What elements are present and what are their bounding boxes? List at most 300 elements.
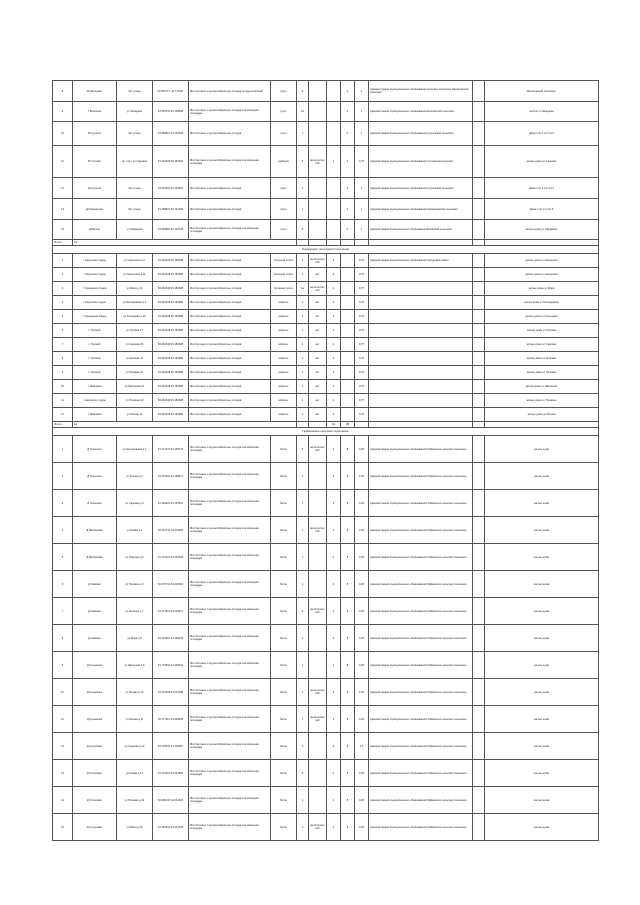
cell-place: В Столово <box>73 146 117 178</box>
cell-vol: 8 <box>341 652 355 679</box>
cell-extra: Малиновский сельсовет <box>485 81 599 102</box>
cell-m: 2 <box>297 408 309 422</box>
cell-cnt: 1 <box>327 787 341 814</box>
table-row <box>53 394 599 408</box>
cell-cnt: 3 <box>327 625 341 652</box>
table-row <box>53 598 599 625</box>
cell-m: 3 <box>297 733 309 760</box>
cell-coords: 54.462198 45.184488 <box>153 268 189 282</box>
cell-cov <box>309 220 327 240</box>
cell-src <box>473 679 485 706</box>
cell-freq: 0,75 <box>355 310 369 324</box>
cell-extra: жилые дома ул Луговая <box>485 324 599 338</box>
cell-n: 6 <box>53 324 73 338</box>
cell-coords: 54.462198 45.184488 <box>153 282 189 296</box>
cell-cnt <box>327 81 341 102</box>
cell-street: ул Зелёная д 7 <box>117 598 153 625</box>
table-row <box>53 324 599 338</box>
cell-cov <box>309 81 327 102</box>
cell-type: асфальт <box>271 366 297 380</box>
cell-m: 4 <box>297 338 309 352</box>
table-row <box>53 310 599 324</box>
table-row <box>53 199 599 220</box>
cell-coords: 54.172711 44.203364 <box>153 571 189 598</box>
cell-desc: Мох бытовых и крупногабаритных отходов контейнерная площадка <box>189 102 271 122</box>
cell-vol: 8 <box>341 490 355 517</box>
cell-cov <box>309 122 327 146</box>
cell-m: 1 <box>297 324 309 338</box>
cell-street: без улицы <box>117 178 153 199</box>
cell-owner: Администрация муниципального образования Пойминское сельское поселение <box>369 517 473 544</box>
cell-owner: Администрация муниципального образования Пойминское сельское поселение <box>369 733 473 760</box>
cell-src <box>473 571 485 598</box>
cell-place: Д Малиновка <box>73 517 117 544</box>
cell-extra: жилые дома <box>485 436 599 463</box>
cell-cnt <box>327 220 341 240</box>
cell-vol: 4 <box>341 122 355 146</box>
cell-freq: 0,75 <box>355 366 369 380</box>
table-row <box>53 517 599 544</box>
cell-n: 11 <box>53 394 73 408</box>
cell-cov: нет <box>309 296 327 310</box>
cell-src <box>473 394 485 408</box>
cell-desc: Мох бытовых и крупногабаритных отходов контейнерная площадка <box>189 571 271 598</box>
cell-place: п Луговой <box>73 366 117 380</box>
cell-desc: Мох бытовых и крупногабаритных отходов <box>189 310 271 324</box>
cell-coords: 54.177116 44.208334 <box>153 706 189 733</box>
cell-coords: 54.181334 44.212708 <box>153 814 189 841</box>
cell-cnt: 2 <box>327 760 341 787</box>
cell-coords: 54.270491 45.139491 <box>153 178 189 199</box>
cell-type: бетон <box>271 517 297 544</box>
cell-desc: Мох бытовых и крупногабаритных отходов контейнерная площадка <box>189 146 271 178</box>
cell-coords: 54.179163 44.210559 <box>153 760 189 787</box>
cell-src <box>473 268 485 282</box>
cell-owner: Администрация муниципального образования Сельское поселение Малиновский сельсовет <box>369 81 473 102</box>
cell-m: 10 <box>297 102 309 122</box>
cell-type: грунт <box>271 220 297 240</box>
cell-src <box>473 282 485 296</box>
cell-place: Д Талызино <box>73 463 117 490</box>
cell-extra: жилые дома <box>485 517 599 544</box>
cell-street: ул Лесная д 2 <box>117 463 153 490</box>
cell-desc: Мох бытовых и крупногабаритных отходов контейнерная площадка <box>189 625 271 652</box>
cell-coords: 54.462198 45.184488 <box>153 296 189 310</box>
cell-n: 6 <box>53 571 73 598</box>
cell-type: асфальт <box>271 338 297 352</box>
cell-vol: 8 <box>341 571 355 598</box>
cell-vol: 4 <box>341 199 355 220</box>
cell-coords: 54.462198 45.184488 <box>153 408 189 422</box>
cell-coords: 54.462198 45.184488 <box>153 324 189 338</box>
cell-street: ул Лесная д 11 <box>117 706 153 733</box>
cell-vol <box>341 408 355 422</box>
cell-cov: нет <box>309 268 327 282</box>
cell-street: ул Новая д 4 <box>117 517 153 544</box>
cell-freq: 0,25 <box>355 625 369 652</box>
cell-place: г Нерльские пруды <box>73 394 117 408</box>
cell-place: Д Кузьминка <box>73 706 117 733</box>
cell-coords: 54.171474 44.198773 <box>153 436 189 463</box>
cell-src <box>473 463 485 490</box>
cell-vol <box>341 338 355 352</box>
cell-street: ул Новая д 13 <box>117 760 153 787</box>
cell-extra: жилые дома <box>485 679 599 706</box>
table-row <box>53 463 599 490</box>
cell-type: бетон <box>271 760 297 787</box>
cell-cov <box>309 463 327 490</box>
cell-n: 3 <box>53 282 73 296</box>
cell-type: асфальт <box>271 408 297 422</box>
cell-coords: 54.462198 45.184488 <box>153 394 189 408</box>
cell-extra: жилые дома ул Овражная <box>485 220 599 240</box>
cell-m: 1 <box>297 122 309 146</box>
cell-type: щебенка <box>271 146 297 178</box>
cell-desc: Мох бытовых и крупногабаритных отходов <box>189 394 271 408</box>
cell-place: с Ивановка <box>73 380 117 394</box>
cell-extra: жилые дома ул Речная <box>485 408 599 422</box>
table-row <box>53 268 599 282</box>
cell-vol: 8 <box>341 679 355 706</box>
cell-street: ул Пушкина 13 <box>117 394 153 408</box>
cell-vol: 4 <box>341 178 355 199</box>
cell-src <box>473 102 485 122</box>
cell-extra: жилые дома <box>485 463 599 490</box>
cell-desc: Мох бытовых и крупногабаритных отходов контейнерная площадка <box>189 814 271 841</box>
cell-cnt: 2 <box>327 463 341 490</box>
cell-owner: Администрация муниципального образования Пойминское сельское поселение <box>369 436 473 463</box>
cell-desc: Мох бытовых и крупногабаритных отходов контейнерная площадка <box>189 652 271 679</box>
cell-desc: Мох бытовых и крупногабаритных отходов <box>189 408 271 422</box>
cell-cnt: 1 <box>327 338 341 352</box>
table-row <box>53 282 599 296</box>
cell-n: 3 <box>53 490 73 517</box>
cell-vol: 8 <box>341 706 355 733</box>
cell-coords: 54.178032 44.209487 <box>153 733 189 760</box>
cell-street: ул Молодёжная д 4 <box>117 296 153 310</box>
table-row <box>53 81 599 102</box>
cell-src <box>473 310 485 324</box>
cell-extra: жилые дома ул Садовая <box>485 338 599 352</box>
cell-cnt <box>327 178 341 199</box>
cell-m: 3 <box>297 310 309 324</box>
table-row <box>53 544 599 571</box>
cell-freq: 1 <box>355 102 369 122</box>
cell-n: 11 <box>53 706 73 733</box>
cell-place: Д Кузугино <box>73 178 117 199</box>
cell-extra: жители ул Западная <box>485 102 599 122</box>
cell-coords: 54.167712 44.201183 <box>153 517 189 544</box>
cell-src <box>473 490 485 517</box>
cell-street: ул Полевая 22 <box>117 366 153 380</box>
cell-street: ул Речная д 10 <box>117 679 153 706</box>
cell-cov: металлический <box>309 706 327 733</box>
cell-coords: 54.462196 45.184638 <box>153 254 189 268</box>
cell-street: без улицы <box>117 122 153 146</box>
cell-cov: металлический <box>309 814 327 841</box>
cell-owner <box>369 324 473 338</box>
cell-n: 11 <box>53 146 73 178</box>
total-label: Итого <box>53 422 73 428</box>
cell-place: Д Кузьминка <box>73 652 117 679</box>
cell-m: 1 <box>297 571 309 598</box>
cell-freq: 0,75 <box>355 296 369 310</box>
cell-owner: Администрация муниципального образования Пойминское сельское поселение <box>369 571 473 598</box>
cell-cnt: 1 <box>327 652 341 679</box>
cell-coords: 54.170123 44.202218 <box>153 544 189 571</box>
cell-place: Г Березово <box>73 102 117 122</box>
table-row <box>53 490 599 517</box>
cell-cov <box>309 652 327 679</box>
cell-src <box>473 652 485 679</box>
cell-street: ул Садовая 26 <box>117 338 153 352</box>
table-row <box>53 254 599 268</box>
cell-vol: 2 <box>341 81 355 102</box>
cell-coords: 54.142039 45.197491 <box>153 146 189 178</box>
table-row <box>53 366 599 380</box>
cell-src <box>473 517 485 544</box>
cell-freq: 1 <box>355 122 369 146</box>
cell-desc: Мох бытовых и крупногабаритных отходов <box>189 199 271 220</box>
cell-street: ул Полевая д 6 <box>117 571 153 598</box>
cell-m: 1 <box>297 652 309 679</box>
cell-place: п Луговой <box>73 324 117 338</box>
cell-type: бетон <box>271 544 297 571</box>
cell-freq: 0,75 <box>355 146 369 178</box>
cell-freq: 0,25 <box>355 760 369 787</box>
cell-cnt: 1 <box>327 380 341 394</box>
cell-owner: Администрация муниципального образования Кузугинский сельсовет <box>369 178 473 199</box>
cell-freq: 0,75 <box>355 380 369 394</box>
cell-extra: жилые дома ул Кольцевая <box>485 310 599 324</box>
cell-owner <box>369 408 473 422</box>
cell-desc: Мох бытовых и крупногабаритных отходов <box>189 366 271 380</box>
cell-vol <box>341 324 355 338</box>
cell-freq: 0,75 <box>355 408 369 422</box>
cell-coords: 54.171919 44.204417 <box>153 598 189 625</box>
table-row <box>53 760 599 787</box>
cell-n: 9 <box>53 652 73 679</box>
table-row <box>53 146 599 178</box>
cell-street: ул Зелёная 11 <box>117 352 153 366</box>
cell-cov <box>309 571 327 598</box>
cell-desc: Мох бытовых и крупногабаритных отходов <box>189 296 271 310</box>
cell-type: бетонная плита <box>271 282 297 296</box>
cell-n: 1 <box>53 254 73 268</box>
cell-m: 1а <box>297 282 309 296</box>
cell-type: бетонная плита <box>271 254 297 268</box>
cell-vol <box>341 366 355 380</box>
table-row <box>53 814 599 841</box>
cell-cnt: 1 <box>327 517 341 544</box>
cell-desc: Мох бытовых и крупногабаритных отходов контейнерная площадка <box>189 679 271 706</box>
cell-n: 2 <box>53 268 73 282</box>
table-row <box>53 679 599 706</box>
cell-vol <box>341 380 355 394</box>
cell-n: 13 <box>53 760 73 787</box>
cell-vol: 4 <box>341 146 355 178</box>
cell-n: 2 <box>53 463 73 490</box>
cell-street: без улицы <box>117 81 153 102</box>
cell-coords: 54.558521 44.132418 <box>153 122 189 146</box>
cell-n: 13 <box>53 199 73 220</box>
cell-cov <box>309 787 327 814</box>
cell-vol <box>341 296 355 310</box>
cell-type: бетон <box>271 652 297 679</box>
cell-cov: нет <box>309 408 327 422</box>
cell-coords: 54.173422 44.199871 <box>153 463 189 490</box>
cell-freq: 0,25 <box>355 490 369 517</box>
cell-street: без улицы <box>117 199 153 220</box>
cell-src <box>473 199 485 220</box>
cell-cnt: 1 <box>327 282 341 296</box>
cell-vol: 4 <box>341 102 355 122</box>
total-a: 16 <box>327 422 341 428</box>
cell-type: асфальт <box>271 310 297 324</box>
cell-desc: Мох бытовых и крупногабаритных отходов <box>189 122 271 146</box>
cell-m: 1 <box>297 544 309 571</box>
cell-extra: жилые дома <box>485 787 599 814</box>
cell-street: пр-т кр-т ул Садовая <box>117 146 153 178</box>
cell-freq: 0,75 <box>355 352 369 366</box>
cell-place: Д Васино <box>73 220 117 240</box>
cell-desc: Мох бытовых и крупногабаритных отходов <box>189 324 271 338</box>
cell-cnt: 1 <box>327 814 341 841</box>
cell-type: бетон <box>271 571 297 598</box>
group-header-row <box>53 428 599 436</box>
cell-vol <box>341 268 355 282</box>
cell-m: 6 <box>297 81 309 102</box>
cell-type: асфальт <box>271 296 297 310</box>
cell-cov <box>309 544 327 571</box>
table-row <box>53 296 599 310</box>
cell-cov: нет <box>309 338 327 352</box>
cell-src <box>473 814 485 841</box>
cell-type: грунт <box>271 178 297 199</box>
cell-vol: 8 <box>341 787 355 814</box>
cell-cnt <box>327 199 341 220</box>
cell-cnt: 2 <box>327 490 341 517</box>
cell-type: асфальт <box>271 324 297 338</box>
cell-extra: жилые дома ул Молодёжная <box>485 296 599 310</box>
cell-coords: 54.462198 45.184488 <box>153 310 189 324</box>
cell-desc: Мох бытовых и крупногабаритных отходов контейнерная площадка <box>189 733 271 760</box>
cell-freq: 0,75 <box>355 282 369 296</box>
cell-street: ул Западная <box>117 102 153 122</box>
cell-cnt: 1 <box>327 706 341 733</box>
cell-src <box>473 544 485 571</box>
cell-extra: жилые дома <box>485 571 599 598</box>
total-label: Итого <box>53 240 73 246</box>
cell-cov <box>309 102 327 122</box>
cell-cov: нет <box>309 324 327 338</box>
cell-src <box>473 178 485 199</box>
cell-place: В Кузугино <box>73 122 117 146</box>
cell-src <box>473 706 485 733</box>
cell-street: ул Центральная д 1 <box>117 436 153 463</box>
cell-vol: 8 <box>341 625 355 652</box>
cell-src <box>473 598 485 625</box>
table-row <box>53 178 599 199</box>
cell-type: грунт <box>271 122 297 146</box>
cell-extra: жилые дома ул Пушкина <box>485 394 599 408</box>
cell-place: г Городецкие Озера <box>73 310 117 324</box>
cell-vol <box>341 394 355 408</box>
cell-owner: Администрация муниципального образования Кузугинский сельсовет <box>369 122 473 146</box>
cell-m: 2 <box>297 296 309 310</box>
table-row <box>53 380 599 394</box>
cell-owner: Администрация муниципального образования Пойминское сельское поселение <box>369 652 473 679</box>
cell-coords: 54.462198 45.184488 <box>153 380 189 394</box>
cell-street: ул Речная 11 <box>117 408 153 422</box>
cell-extra: жилые дома <box>485 814 599 841</box>
cell-extra: жилые дома ул Зелёная <box>485 352 599 366</box>
cell-cov: металлический <box>309 598 327 625</box>
cell-vol: 8 <box>341 463 355 490</box>
cell-owner <box>369 338 473 352</box>
total-b: 26 <box>341 422 355 428</box>
cell-n: 10 <box>53 679 73 706</box>
table-row <box>53 706 599 733</box>
cell-place: Д Новинки <box>73 625 117 652</box>
cell-type: бетон <box>271 787 297 814</box>
cell-desc: Мох бытовых и крупногабаритных отходов контейнерная площадка <box>189 787 271 814</box>
cell-owner <box>369 296 473 310</box>
cell-m: 6 <box>297 220 309 240</box>
cell-coords: 54.174263 44.205276 <box>153 625 189 652</box>
cell-extra: Дома с № 1 по № 9 <box>485 199 599 220</box>
table-row <box>53 571 599 598</box>
cell-place: Д Стрелково <box>73 814 117 841</box>
cell-vol: 8 <box>341 814 355 841</box>
table-row <box>53 220 599 240</box>
cell-coords: 54.180247 44.211623 <box>153 787 189 814</box>
cell-src <box>473 380 485 394</box>
group-header-cell: Пойминское сельское поселение <box>53 428 599 436</box>
cell-extra: Дома с № 1 по № 21 <box>485 122 599 146</box>
cell-street: ул Нерльская д 11 <box>117 268 153 282</box>
cell-cov <box>309 760 327 787</box>
cell-owner: Администрация муниципального образования Гормидоевский сельсовет <box>369 199 473 220</box>
register-body <box>53 81 599 841</box>
cell-src <box>473 625 485 652</box>
cell-place: с Ивановка <box>73 408 117 422</box>
cell-n: 12 <box>53 408 73 422</box>
cell-cov: нет <box>309 352 327 366</box>
cell-n: 7 <box>53 598 73 625</box>
cell-desc: Мох бытовых и крупногабаритных отходов отходы колёсный <box>189 81 271 102</box>
cell-extra: жилые дома ул Полевая <box>485 366 599 380</box>
cell-type: асфальт <box>271 380 297 394</box>
cell-desc: Мох бытовых и крупногабаритных отходов контейнерная площадка <box>189 220 271 240</box>
cell-src <box>473 408 485 422</box>
table-row <box>53 122 599 146</box>
cell-type: асфальт <box>271 352 297 366</box>
cell-n: 5 <box>53 544 73 571</box>
cell-type: бетон <box>271 625 297 652</box>
cell-type: бетон <box>271 598 297 625</box>
cell-owner <box>369 366 473 380</box>
cell-vol: 8 <box>341 436 355 463</box>
cell-freq: 1,2 <box>355 733 369 760</box>
cell-n: 15 <box>53 814 73 841</box>
cell-m: 1 <box>297 490 309 517</box>
cell-src <box>473 296 485 310</box>
cell-street: ул Мира д 15 <box>117 814 153 841</box>
cell-vol: 8 <box>341 517 355 544</box>
table-row <box>53 436 599 463</box>
cell-coords: 54.168621 45.744181 <box>153 199 189 220</box>
